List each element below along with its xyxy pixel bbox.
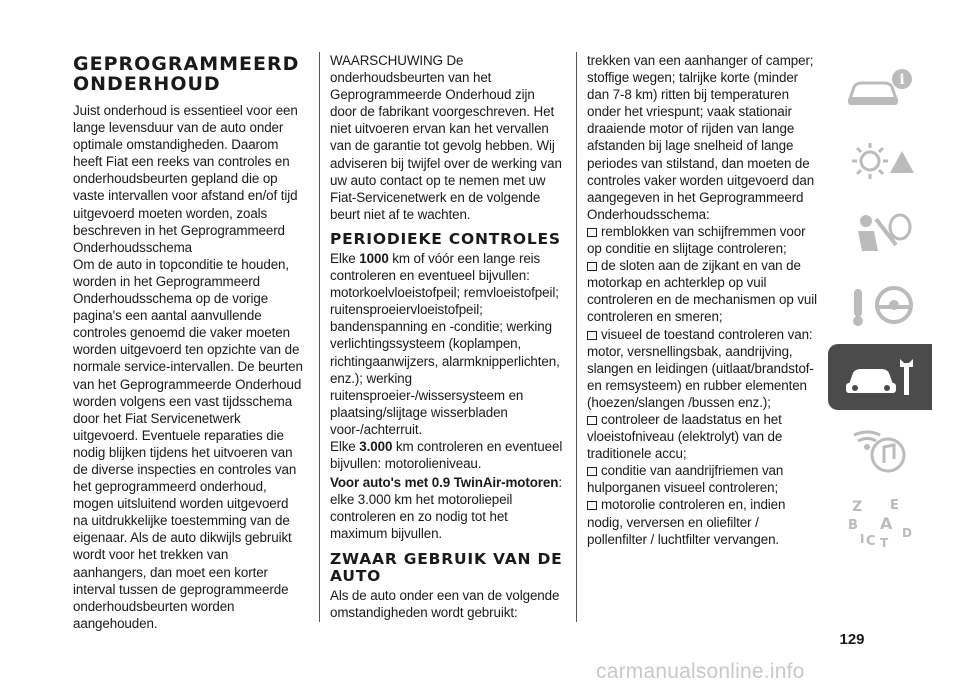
tab-multimedia[interactable]: [828, 416, 932, 482]
paragraph: [330, 438, 563, 472]
list-item: [587, 223, 820, 257]
car-info-icon: [840, 61, 920, 117]
maintenance-car-wrench-icon: [840, 349, 920, 405]
text: Elke: [330, 438, 360, 454]
index-letter: E: [890, 498, 899, 513]
tab-car-info[interactable]: [828, 56, 932, 122]
checkbox-bullet-icon: [587, 467, 597, 476]
tab-safety[interactable]: [828, 200, 932, 266]
text: : elke 3.000 km het motoroliepeil controleren en zo nodig tot het maximum bijvullen.: [330, 475, 562, 542]
index-letter: C: [866, 534, 876, 549]
svg-text:i: i: [899, 72, 905, 88]
heading-heavy-use: ZWAAR GEBRUIK VAN DE AUTO: [330, 549, 563, 585]
list-item-text: remblokken van schijfremmen voor op conditie en slijtage controleren;: [587, 223, 806, 257]
list-item: [587, 257, 820, 325]
subheading-twinair: Voor auto's met 0.9 TwinAir-motoren: [330, 475, 559, 491]
column-1: [73, 52, 305, 632]
list-item-text: visueel de toestand controleren van: motor, versnellingsbak, aandrijving, slangen en leidingen (uitlaat/brandstof-en remsysteem) en rubber elementen (hoezen/slangen /bussen enz.);: [587, 326, 814, 410]
multimedia-icon: [840, 421, 920, 477]
interval-value: 3.000: [359, 438, 393, 454]
checkbox-bullet-icon: [587, 228, 597, 237]
list-item: [587, 411, 820, 462]
text: km of vóór een lange reis controleren en eventueel bijvullen: motorkoelvloeistofpeil; remvloeistofpeil; ruitensproeiervloeistofpeil; bandenspanning en -conditie; werking verlichtingssysteem (koplampen, richtingaanwijzers, alarmknipperlichten, enz.); werking ruitensproeier-/wissersysteem en plaatsing/slijtage wisserbladen voor-/achterruit.: [330, 250, 560, 437]
list-item-text: conditie van aandrijfriemen van hulporganen visueel controleren;: [587, 463, 784, 496]
column-divider: [576, 52, 577, 622]
paragraph: trekken van een aanhanger of camper; stoffige wegen; talrijke korte (minder dan 7-8 km) ritten bij temperaturen onder het vriespunt; vaak stationair draaiende motor of rijden van lange afstanden bij lage snelheid of lange periodes van stilstand, dan moeten de controles vaker worden uitgevoerd dan aangegeven in het Geprogrammeerd Onderhoudsschema:: [587, 53, 815, 222]
index-letter: Z: [852, 499, 863, 515]
checkbox-bullet-icon: [587, 262, 597, 271]
safety-airbag-icon: [840, 205, 920, 261]
warning-text: WAARSCHUWING De onderhoudsbeurten van het Geprogrammeerde Onderhoud zijn door de fabrikant voorgeschreven. Het niet uitvoeren ervan kan het vervallen van de garantie tot gevolg hebben. Wij adviseren bij twijfel over de werking van uw auto contact op te nemen met uw Fiat-Servicenetwerk en de volgende beurt niet af te wachten.: [330, 53, 562, 222]
checkbox-bullet-icon: [587, 416, 597, 425]
dashboard-lights-icon: [840, 133, 920, 189]
list-item: [587, 326, 820, 411]
list-item-text: controleer de laadstatus en het vloeistofniveau (elektrolyt) van de traditionele accu;: [587, 411, 783, 462]
tab-index[interactable]: [828, 488, 932, 554]
paragraph: [330, 474, 563, 542]
tab-maintenance[interactable]: [828, 344, 932, 410]
index-letters-icon: [840, 493, 920, 549]
paragraph: Als de auto onder een van de volgende omstandigheden wordt gebruikt:: [330, 587, 560, 620]
text: Elke: [330, 250, 360, 266]
text: km controleren en eventueel bijvullen: motorolieniveau.: [330, 438, 563, 472]
index-letter: T: [880, 536, 889, 549]
list-item-text: motorolie controleren en, indien nodig, verversen en oliefilter / pollenfilter / luchtfilter vervangen.: [587, 497, 786, 547]
interval-value: 1000: [359, 250, 389, 266]
section-title: GEPROGRAMMEERD ONDERHOUD: [73, 53, 300, 95]
checkbox-bullet-icon: [587, 331, 597, 340]
starting-driving-icon: [840, 277, 920, 333]
paragraph: Om de auto in topconditie te houden, worden in het Geprogrammeerd Onderhoudsschema op de vorige pagina's een aantal aanvullende controles genoemd die vaker moeten worden uitgevoerd ten opzichte van de normale service-intervallen. De beurten van het Geprogrammeerde Onderhoud worden volgens een vast tijdsschema door het Fiat Servicenetwerk uitgevoerd. Eventuele reparaties die nodig blijken tijdens het uitvoeren van de diverse inspecties en controles van het geprogrammeerd onderhoud, mogen uitsluitend worden uitgevoerd na uitdrukkelijke toestemming van de eigenaar. Als de auto dikwijls gebruikt wordt voor het trekken van aanhangers, dan moet een korter interval tussen de geprogrammeerde onderhoudsbeurten worden aangehouden.: [73, 256, 303, 631]
column-divider: [319, 52, 320, 622]
tab-starting-driving[interactable]: [828, 272, 932, 338]
index-letter: D: [902, 526, 912, 540]
heading-periodic-checks: PERIODIEKE CONTROLES: [330, 229, 561, 248]
paragraph: Juist onderhoud is essentieel voor een lange levensduur van de auto onder optimale omstandigheden. Daarom heeft Fiat een reeks van controles en onderhoudsbeurten gepland die op vaste intervallen voor afstand en/of tijd uitgevoerd moeten worden, zoals beschreven in het Geprogrammeerd Onderhoudsschema: [73, 103, 298, 255]
page-number: 129: [839, 631, 865, 648]
index-letter: A: [880, 514, 893, 533]
list-item: [587, 462, 820, 496]
list-item-text: de sloten aan de zijkant en van de motorkap en achterklep op vuil controleren en de mechanismen op vuil controleren en smeren;: [587, 258, 818, 325]
tab-dashboard-lights[interactable]: [828, 128, 932, 194]
column-3: [587, 52, 820, 548]
index-letter: I: [860, 532, 865, 546]
list-item: [587, 496, 820, 547]
paragraph: [330, 250, 563, 438]
column-2: [330, 52, 563, 621]
chapter-sidebar: [828, 56, 932, 560]
watermark: carmanualsonline.info: [596, 660, 805, 683]
index-letter: B: [848, 518, 858, 533]
checkbox-bullet-icon: [587, 501, 597, 510]
